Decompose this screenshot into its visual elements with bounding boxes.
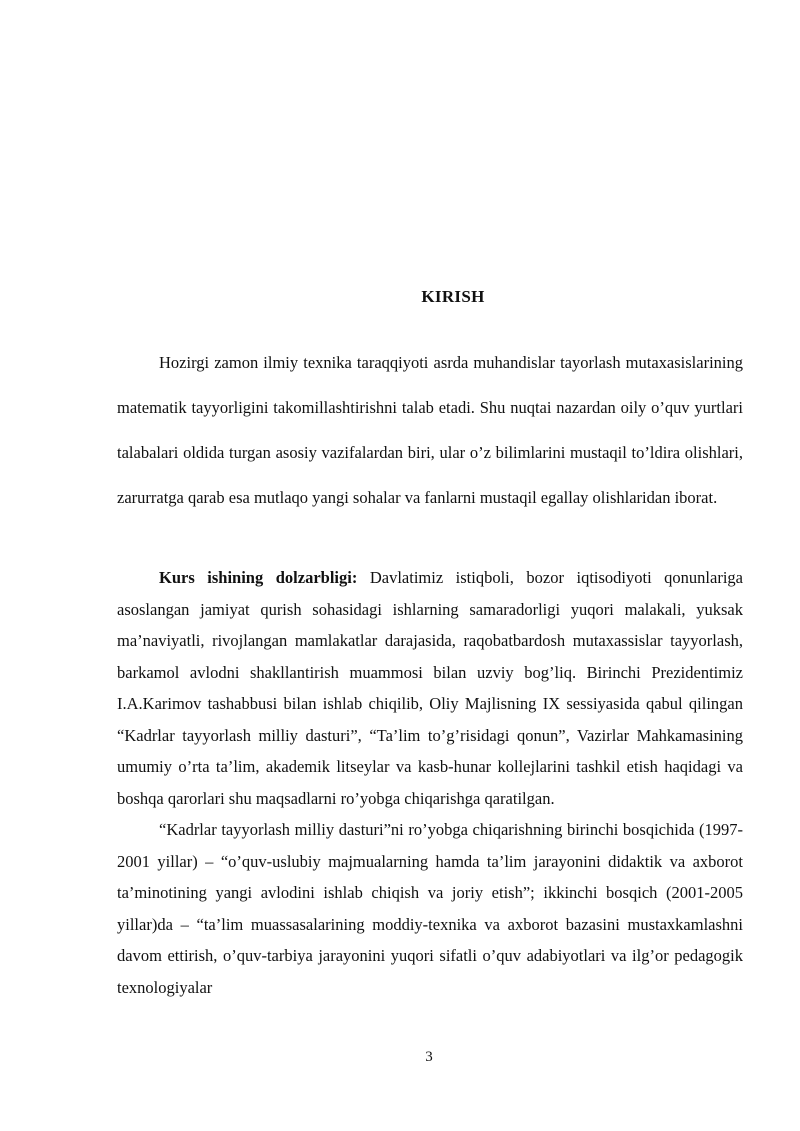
intro-paragraph: Hozirgi zamon ilmiy texnika taraqqiyoti asrda muhandislar tayorlash mutaxasislarining matematik tayyorligini takomillashtirishni talab etadi. Shu nuqtai nazardan oily o’quv yurtlari talabalari oldida turgan asosiy vazifalardan biri, ular o’z bilimlarini mustaqil to’ldira olishlari, zarurratga qarab esa mutlaqo yangi sohalar va fanlarni mustaqil egallay olishlaridan iborat. [117,353,743,507]
page-number: 3 [425,1049,433,1065]
relevance-text: Davlatimiz istiqboli, bozor iqtisodiyoti qonunlariga asoslangan jamiyat qurish sohasidagi ishlarning samaradorligi yuqori malakali, yuksak ma’naviyatli, rivojlangan mamlakatlar darajasida, raqobatbardosh mutaxassislar tayyorlash, barkamol avlodni shakllantirish muammosi bilan uzviy bog’liq. Birinchi Prezidentimiz I.A.Karimov tashabbusi bilan ishlab chiqilib, Oliy Majlisning IX sessiyasida qabul qilingan “Kadrlar tayyorlash milliy dasturi”, “Ta’lim to’g’risidagi qonun”, Vazirlar Mahkamasining umumiy o’rta ta’lim, akademik litseylar va kasb-hunar kollejlarini tashkil etish haqidagi va boshqa qarorlari shu maqsadlarni ro’yobga chiqarishga qaratilgan. [117,568,743,808]
intro-section [117,340,743,520]
program-paragraph: “Kadrlar tayyorlash milliy dasturi”ni ro’yobga chiqarishning birinchi bosqichida (1997-2001 yillar) – “o’quv-uslubiy majmualarning hamda ta’lim jarayonini didaktik va axborot ta’minotining yangi avlodini ishlab chiqish va joriy etish”; ikkinchi bosqich (2001-2005 yillar)da – “ta’lim muassasalarining moddiy-texnika va axborot bazasini mustaxkamlashni davom ettirish, o’quv-tarbiya jarayonini yuqori sifatli o’quv adabiyotlari va ilg’or pedagogik texnologiyalar [117,820,743,997]
relevance-paragraph [117,562,743,814]
section-heading: KIRISH [421,287,485,306]
relevance-label: Kurs ishining dolzarbligi: [159,568,358,587]
relevance-section [117,562,743,1003]
